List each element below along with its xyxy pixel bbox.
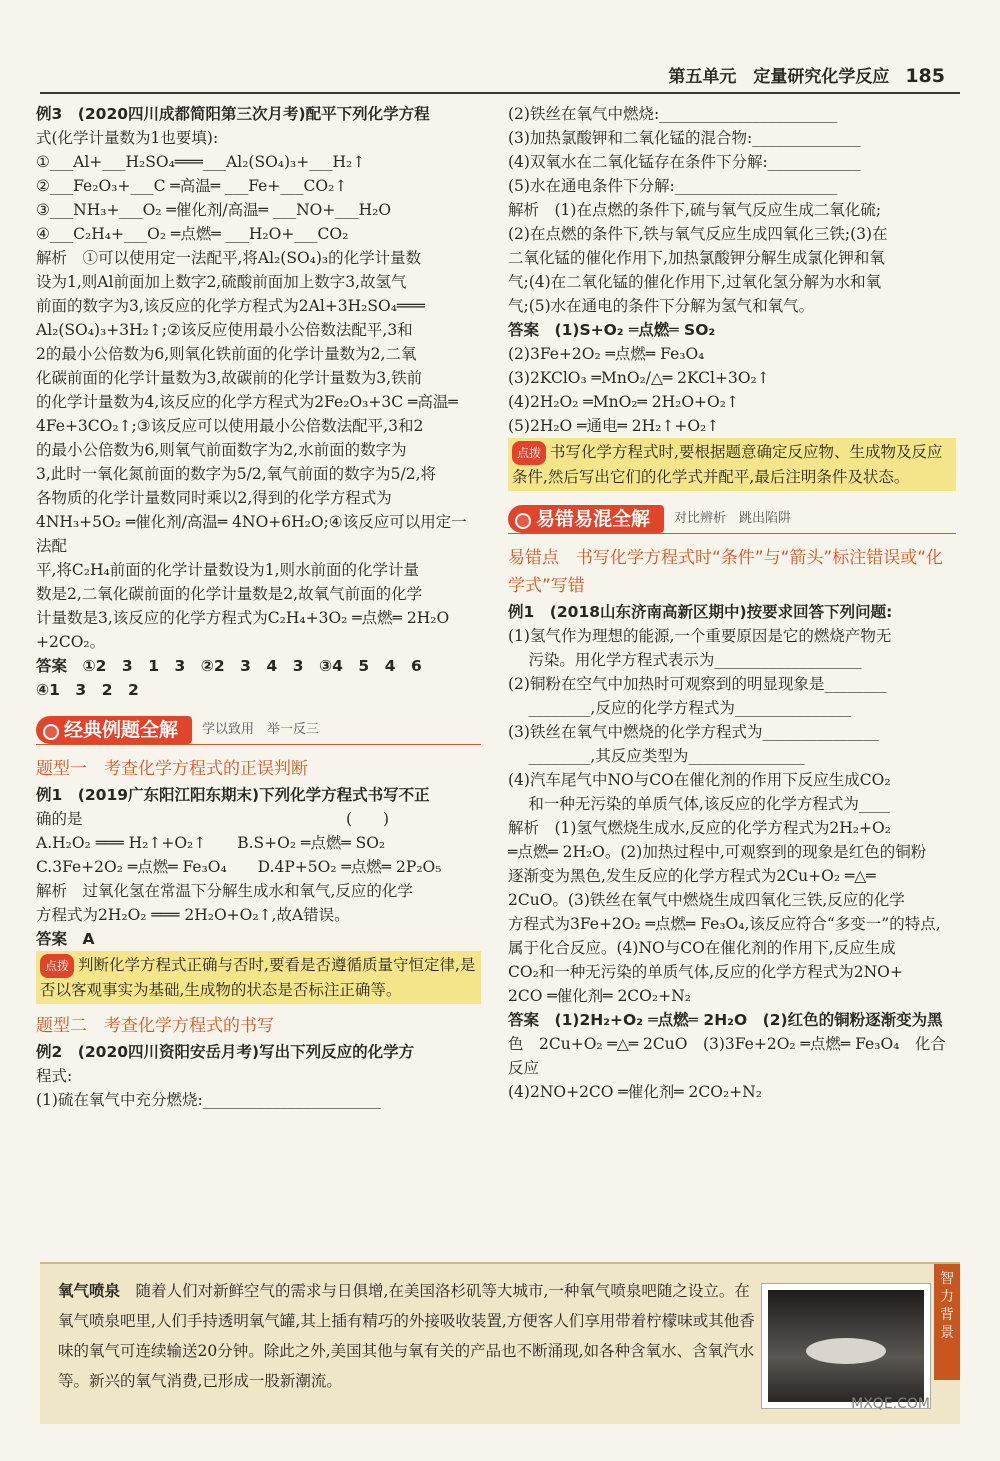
tip-text: 书写化学方程式时,要根据题意确定反应物、生成物及反应条件,然后写出它们的化学式并配平,最后注明条件及状态。 — [512, 443, 943, 486]
text-line: (2)铁丝在氧气中燃烧:_______________________ — [508, 105, 838, 123]
text-line: (3)加热氯酸钾和二氧化锰的混合物:______________ — [508, 129, 861, 147]
text-line: (3)铁丝在氧气中燃烧的化学方程式为_______________ — [508, 723, 879, 741]
text-line: (4)2NO+2CO ═催化剂═ 2CO₂+N₂ — [508, 1083, 762, 1101]
text-line: 解析 (1)氢气燃烧生成水,反应的化学方程式为2H₂+O₂ — [508, 819, 891, 837]
tip-badge: 点拨 — [40, 954, 74, 978]
text-line: 污染。用化学方程式表示为___________________ — [508, 651, 862, 669]
text-line: (4)2H₂O₂ ═MnO₂═ 2H₂O+O₂↑ — [508, 393, 739, 411]
side-label: 智力背景 — [934, 1264, 960, 1380]
text-line: 解析 (1)在点燃的条件下,硫与氧气反应生成二氧化硫; — [508, 201, 882, 219]
text-line: 二氧化锰的催化作用下,加热氯酸钾分解生成氯化钾和氧 — [508, 249, 885, 267]
text-line: 气;(5)水在通电的条件下分解为氢气和氧气。 — [508, 297, 815, 315]
text-line: 属于化合反应。(4)NO与CO在催化剂的作用下,反应生成 — [508, 939, 896, 957]
text-line: (2)铜粉在空气中加热时可观察到的明显现象是________ — [508, 675, 887, 693]
watermark: MXQE.COM — [851, 1396, 930, 1412]
example-1-block — [36, 783, 481, 951]
text-line: 方程式为3Fe+2O₂ ═点燃═ Fe₃O₄,该反应符合“多变一”的特点, — [508, 915, 941, 933]
text-line: 例1 (2019广东阳江阳东期末)下列化学方程式书写不正 — [36, 786, 430, 804]
text-line: 2CO ═催化剂═ 2CO₂+N₂ — [508, 987, 691, 1005]
text-line: A.H₂O₂ ═══ H₂↑+O₂↑ B.S+O₂ ═点燃═ SO₂ — [36, 834, 386, 852]
pitfall-example-block — [508, 600, 956, 1104]
text-line: (3)2KClO₃ ═MnO₂/△═ 2KCl+3O₂↑ — [508, 369, 770, 387]
text-line: 例1 (2018山东济南高新区期中)按要求回答下列问题: — [508, 603, 893, 621]
text-line: 确的是 ( ) — [36, 810, 390, 828]
question-type-1: 题型一 考查化学方程式的正误判断 — [36, 759, 308, 779]
text-line: 的最小公倍数为6,则氧气前面数字为2,水前面的数字为 — [36, 441, 407, 459]
text-line: (1)硫在氧气中充分燃烧:_______________________ — [36, 1091, 381, 1109]
text-line: ③___NH₃+___O₂ ═催化剂/高温═ ___NO+___H₂O — [36, 201, 392, 219]
text-line: (4)双氧水在二氧化锰存在条件下分解:____________ — [508, 153, 861, 171]
text-line: 4Fe+3CO₂↑;③该反应可以使用最小公倍数法配平,3和2 — [36, 417, 424, 435]
text-line: 4NH₃+5O₂ ═催化剂/高温═ 4NO+6H₂O;④该反应可以用定一法配 — [36, 513, 467, 555]
right-column — [508, 102, 956, 1252]
example-2-continued — [508, 102, 956, 438]
text-line: 式(化学计量数为1也要填): — [36, 129, 219, 147]
text-line: ②___Fe₂O₃+___C ═高温═ ___Fe+___CO₂↑ — [36, 177, 348, 195]
section-banner-pitfall — [508, 505, 956, 534]
text-line: 2CuO。(3)铁丝在氧气中燃烧生成四氧化三铁,反应的化学 — [508, 891, 905, 909]
text-line: (2)3Fe+2O₂ ═点燃═ Fe₃O₄ — [508, 345, 705, 363]
text-line: (5)2H₂O ═通电═ 2H₂↑+O₂↑ — [508, 417, 720, 435]
pitfall-heading: 易错点 书写化学方程式时“条件”与“箭头”标注错误或“化学式”写错 — [508, 548, 944, 596]
text-line: 解析 过氧化氢在常温下分解生成水和氧气,反应的化学 — [36, 882, 413, 900]
example-3-block — [36, 102, 481, 702]
banner-title: 易错易混全解 — [508, 505, 664, 533]
text-line: 数是2,二氧化碳前面的化学计量数是2,故氧气前面的化学 — [36, 585, 423, 603]
text-line: 答案 ①2 3 1 3 ②2 3 4 3 ③4 5 4 6 — [36, 657, 422, 675]
tip-1 — [36, 951, 481, 1004]
text-line: 化碳前面的化学计量数为3,故碳前的化学计量数为3,铁前 — [36, 369, 423, 387]
text-line: 前面的数字为3,该反应的化学方程式为2Al+3H₂SO₄═══ — [36, 297, 425, 315]
text-line: ①___Al+___H₂SO₄═══___Al₂(SO₄)₃+___H₂↑ — [36, 153, 366, 171]
left-column — [36, 102, 481, 1252]
text-line: 例3 (2020四川成都简阳第三次月考)配平下列化学方程 — [36, 105, 430, 123]
footer-text — [58, 1276, 758, 1396]
page-number: 185 — [905, 65, 945, 87]
text-line: 答案 (1)2H₂+O₂ ═点燃═ 2H₂O (2)红色的铜粉逐渐变为黑 — [508, 1011, 943, 1029]
text-line: Al₂(SO₄)₃+3H₂↑;②该反应使用最小公倍数法配平,3和 — [36, 321, 413, 339]
text-line: (4)汽车尾气中NO与CO在催化剂的作用下反应生成CO₂ — [508, 771, 891, 789]
text-line: 的化学计量数为4,该反应的化学方程式为2Fe₂O₃+3C ═高温═ — [36, 393, 458, 411]
tip-2 — [508, 438, 956, 491]
footer-title: 氧气喷泉 — [58, 1282, 121, 1300]
background-knowledge-box — [40, 1262, 960, 1424]
text-line: 计量数是3,该反应的化学方程式为C₂H₄+3O₂ ═点燃═ 2H₂O — [36, 609, 450, 627]
text-line: 色 2Cu+O₂ ═△═ 2CuO (3)3Fe+2O₂ ═点燃═ Fe₃O₄ 化合反应 — [508, 1035, 946, 1077]
section-banner-classic — [36, 716, 481, 745]
text-line: ________,反应的化学方程式为_______________ — [508, 699, 852, 717]
tip-text: 判断化学方程式正确与否时,要看是否遵循质量守恒定律,是否以客观事实为基础,生成物的状态是否标注正确等。 — [40, 956, 476, 999]
text-line: CO₂和一种无污染的单质气体,反应的化学方程式为2NO+ — [508, 963, 903, 981]
tip-badge: 点拨 — [512, 441, 546, 465]
text-line: (5)水在通电条件下分解:_____________________ — [508, 177, 838, 195]
text-line: (1)氢气作为理想的能源,一个重要原因是它的燃烧产物无 — [508, 627, 892, 645]
page-header — [668, 62, 945, 87]
text-line: (2)在点燃的条件下,铁与氧气反应生成四氧化三铁;(3)在 — [508, 225, 888, 243]
text-line: ④1 3 2 2 — [36, 681, 139, 699]
banner-subtitle: 对比辨析 跳出陷阱 — [674, 511, 792, 526]
text-line: 2的最小公倍数为6,则氧化铁前面的化学计量数为2,二氧 — [36, 345, 417, 363]
text-line: 设为1,则Al前面加上数字2,硫酸前面加上数字3,故氢气 — [36, 273, 407, 291]
banner-subtitle: 学以致用 举一反三 — [202, 722, 320, 737]
example-2-block — [36, 1040, 481, 1112]
text-line: 和一种无污染的单质气体,该反应的化学方程式为____ — [508, 795, 890, 813]
text-line: 各物质的化学计量数同时乘以2,得到的化学方程式为 — [36, 489, 392, 507]
unit-title: 第五单元 定量研究化学反应 — [668, 67, 890, 87]
text-line: 解析 ①可以使用定一法配平,将Al₂(SO₄)₃的化学计量数 — [36, 249, 422, 267]
text-line: 答案 A — [36, 930, 95, 948]
text-line: 平,将C₂H₄前面的化学计量数设为1,则水前面的化学计量 — [36, 561, 420, 579]
text-line: 程式: — [36, 1067, 73, 1085]
header-rule — [40, 92, 960, 94]
question-type-2: 题型二 考查化学方程式的书写 — [36, 1016, 274, 1036]
text-line: 气;(4)在二氧化锰的催化作用下,过氧化氢分解为水和氧 — [508, 273, 882, 291]
text-line: C.3Fe+2O₂ ═点燃═ Fe₃O₄ D.4P+5O₂ ═点燃═ 2P₂O₅ — [36, 858, 442, 876]
text-line: 逐渐变为黑色,发生反应的化学方程式为2Cu+O₂ ═△═ — [508, 867, 876, 885]
text-line: 例2 (2020四川资阳安岳月考)写出下列反应的化学方 — [36, 1043, 415, 1061]
text-line: ________,其反应类型为_______________ — [508, 747, 805, 765]
text-line: 方程式为2H₂O₂ ═══ 2H₂O+O₂↑,故A错误。 — [36, 906, 350, 924]
text-line: 答案 (1)S+O₂ ═点燃═ SO₂ — [508, 321, 716, 339]
text-line: +2CO₂。 — [36, 633, 106, 651]
text-line: ═点燃═ 2H₂O。(2)加热过程中,可观察到的现象是红色的铜粉 — [508, 843, 927, 861]
text-line: 3,此时一氧化氮前面的数字为5/2,氧气前面的数字为5/2,将 — [36, 465, 437, 483]
oxygen-bar-photo — [762, 1284, 930, 1408]
text-line: ④___C₂H₄+___O₂ ═点燃═ ___H₂O+___CO₂ — [36, 225, 349, 243]
footer-body: 随着人们对新鲜空气的需求与日俱增,在美国洛杉矶等大城市,一种氧气喷泉吧随之设立。在氧气喷泉吧里,人们手持透明氧气罐,其上插有精巧的外接吸收装置,方便客人们享用带着柠檬味或其他香味的氧气可连续输送20分钟。除此之外,美国其他与氧有关的产品也不断涌现,如各种含氧水、含氧汽水等。新兴的氧气消费,已形成一股新潮流。 — [58, 1282, 755, 1390]
banner-title: 经典例题全解 — [36, 716, 192, 744]
